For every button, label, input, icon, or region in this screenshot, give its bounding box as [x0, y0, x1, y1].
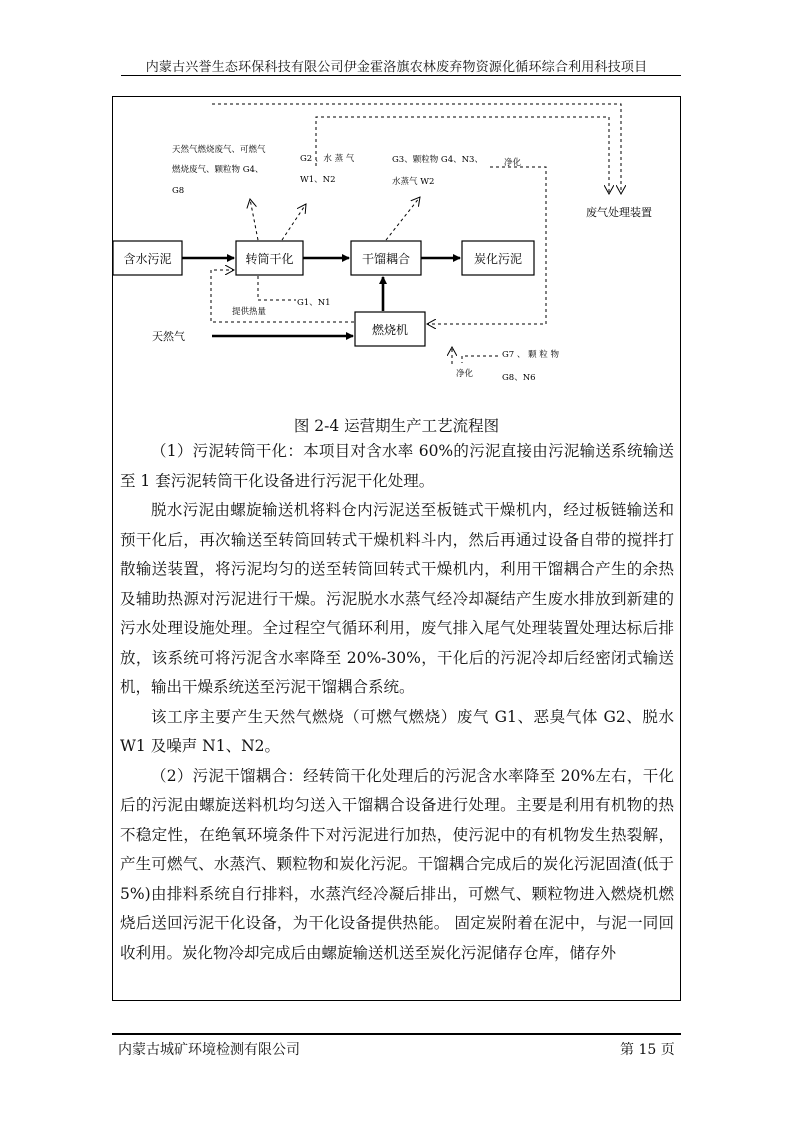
- label-g1n1: G1、N1: [297, 298, 331, 308]
- label-emis1-line3: G8: [172, 186, 185, 196]
- node-drum-dryer: [236, 241, 303, 275]
- paragraph-2: 脱水污泥由螺旋输送机将料仓内污泥送至板链式干燥机内，经过板链输送和预干化后，再次输送至转筒回转式干燥机料斗内，然后再通过设备自带的搅拌打散输送装置，将污泥均匀的送至转筒回转式干燥机内，利用干馏耦合产生的余热及辅助热源对污泥进行干燥。污泥脱水水蒸气经冷却凝结产生废水排放到新建的污水处理设施处理。全过程空气循环利用，废气排入尾气处理装置处理达标后排放，该系统可将污泥含水率降至 20%-30%，干化后的污泥冷却后经密闭式输送机，输出干燥系统送至污泥干馏耦合系统。: [120, 501, 674, 696]
- arrow-distill-emission: [386, 197, 420, 240]
- label-purify-bottom: 净化: [456, 369, 474, 379]
- label-heat-supply: 提供热量: [232, 307, 267, 317]
- node-wet-sludge: [113, 241, 182, 275]
- label-g3-line2: 水蒸气 W2: [392, 177, 435, 187]
- label-g7-line1: G7 、 颗 粒 物: [502, 350, 560, 360]
- label-emis1-line2: 燃烧废气、颗粒物 G4、: [172, 165, 264, 175]
- node-dry-distill: [351, 241, 421, 275]
- label-dryer-emissions: [172, 144, 266, 196]
- figure-caption: 图 2-4 运营期生产工艺流程图: [293, 417, 500, 435]
- label-g2-line2: W1、N2: [300, 175, 336, 185]
- node-burner: [355, 312, 425, 346]
- body-text: [120, 437, 674, 968]
- node-wet-sludge-label: 含水污泥: [123, 252, 172, 266]
- footer-page-number: 第 15 页: [620, 1042, 675, 1058]
- label-g7-line2: G8、N6: [502, 373, 536, 383]
- label-natural-gas: 天然气: [152, 330, 185, 343]
- page-header-title: 内蒙古兴誉生态环保科技有限公司伊金霍洛旗农林废弃物资源化循环综合利用科技项目: [145, 60, 648, 75]
- arrow-dryer-emission-right: [282, 204, 306, 240]
- paragraph-1: （1）污泥转筒干化：本项目对含水率 60%的污泥直接由污泥输送系统输送至 1 套污泥转筒干化设备进行污泥干化处理。: [120, 442, 674, 490]
- node-carbon-sludge-label: 炭化污泥: [473, 252, 523, 266]
- footer-company: 内蒙古城矿环境检测有限公司: [118, 1042, 300, 1058]
- label-g7-group: [502, 349, 560, 383]
- node-drum-dryer-label: 转筒干化: [245, 252, 294, 266]
- node-carbon-sludge: [462, 241, 534, 275]
- label-emis1-line1: 天然气燃烧废气、可燃气: [172, 145, 266, 155]
- line-burner-emission: [462, 356, 498, 363]
- label-g3-group: [392, 154, 483, 187]
- node-dry-distill-label: 干馏耦合: [361, 252, 411, 266]
- paragraph-3: 该工序主要产生天然气燃烧（可燃气燃烧）废气 G1、恶臭气体 G2、脱水 W1 及噪声 N1、N2。: [120, 707, 674, 755]
- node-gas-treatment-label: 废气处理装置: [586, 206, 652, 219]
- node-burner-label: 燃烧机: [371, 323, 409, 337]
- label-g2-group: [300, 153, 355, 185]
- paragraph-4: （2）污泥干馏耦合：经转筒干化处理后的污泥含水率降至 20%左右，干化后的污泥由螺旋送料机均匀送入干馏耦合设备进行处理。主要是利用有机物的热不稳定性，在绝氧环境条件下对污泥进行加热，使污泥中的有机物发生热裂解，产生可燃气、水蒸汽、颗粒物和炭化污泥。干馏耦合完成后的炭化污泥固渣(低于 5%)由排料系统自行排料，水蒸汽经冷凝后排出，可燃气、颗粒物进入燃烧机燃烧后送回污泥干化设备，为干化设备提供热能。 固定炭附着在泥中，与泥一同回收利用。炭化物冷却完成后由螺旋输送机送至炭化污泥储存仓库，储存外: [120, 766, 674, 962]
- label-purify-top: 净化: [504, 158, 522, 168]
- label-g3-line1: G3、颗粒物 G4、N3、: [392, 155, 483, 165]
- label-g2-line1: G2 、水 蒸 气: [300, 154, 355, 164]
- footer-rule: [112, 1033, 681, 1035]
- arrow-dryer-emission-left: [250, 199, 258, 240]
- process-flow-diagram: [0, 0, 793, 420]
